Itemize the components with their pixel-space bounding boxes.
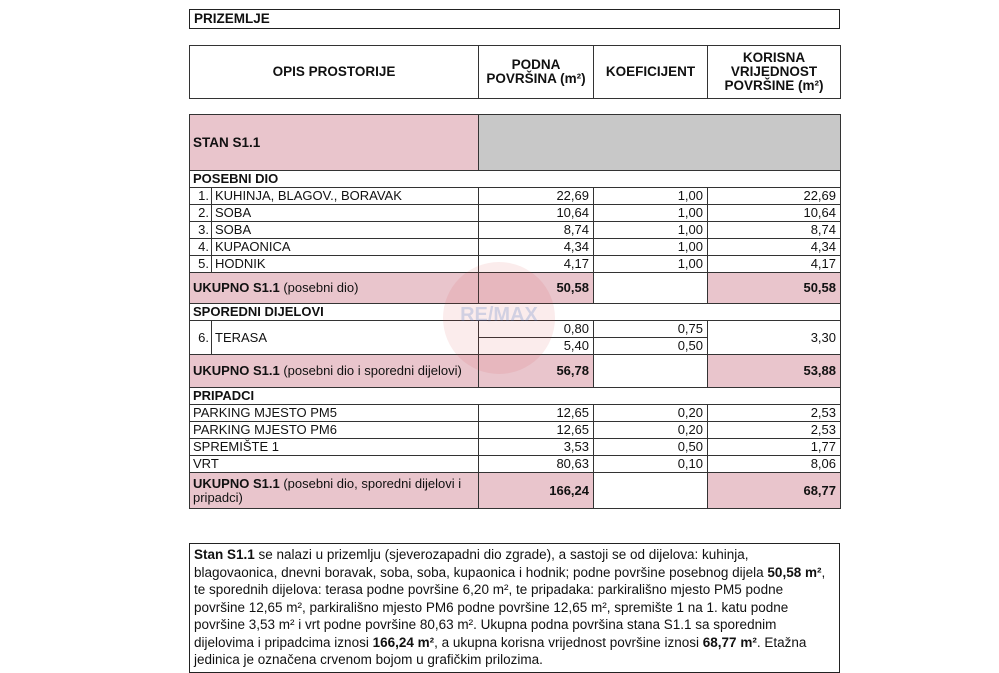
section-posebni-title: POSEBNI DIO: [190, 171, 841, 188]
room-name: HODNIK: [212, 256, 479, 273]
room-name: TERASA: [212, 321, 479, 355]
floor-title: PRIZEMLJE: [194, 11, 270, 26]
total-area: 50,58: [479, 273, 594, 304]
table-row: 5,40 0,50: [190, 338, 841, 355]
table-row: PARKING MJESTO PM6 12,65 0,20 2,53: [190, 422, 841, 439]
section-pripadci-title: PRIPADCI: [190, 388, 841, 405]
total-useful: 50,58: [708, 273, 841, 304]
area-table: [189, 114, 841, 509]
table-row: SPREMIŠTE 1 3,53 0,50 1,77: [190, 439, 841, 456]
header-useful-area: KORISNA VRIJEDNOST POVRŠINE (m²): [708, 46, 841, 99]
room-name: KUHINJA, BLAGOV., BORAVAK: [212, 188, 479, 205]
table-row: 2. SOBA 10,64 1,00 10,64: [190, 205, 841, 222]
room-name: KUPAONICA: [212, 239, 479, 256]
total-row-posebni: UKUPNO S1.1 (posebni dio) 50,58 50,58: [190, 273, 841, 304]
unit-description: Stan S1.1 se nalazi u prizemlju (sjeverozapadni dio zgrade), a sastoji se od dijelova: kuhinja, blagovaonica, dnevni boravak, soba, soba, kupaonica i hodnik; podne površine posebnog dijela 50,58 m², te sporednih dijelova: terasa podne površine 6,20 m², te pripadaka: parkirališno mjesto PM5 podne površine 12,65 m², parkirališno mjesto PM6 podne površine 12,65 m², spremište 1 na 1. katu podne površine 3,53 m² i vrt podne površine 80,63 m². Ukupna podna površina stana S1.1 sa sporednim dijelovima i pripadcima iznosi 166,24 m², a ukupna korisna vrijednost površine iznosi 68,77 m². Etažna jedinica je označena crvenom bojom u grafičkim prilozima.: [189, 543, 840, 673]
unit-grey-block: [479, 115, 841, 171]
total-row-pripadci: UKUPNO S1.1 (posebni dio, sporedni dijelovi i pripadci) 166,24 68,77: [190, 473, 841, 509]
total-useful: 53,88: [708, 355, 841, 388]
total-row-sporedni: UKUPNO S1.1 (posebni dio i sporedni dijelovi) 56,78 53,88: [190, 355, 841, 388]
floor-title-box: [189, 9, 840, 29]
header-table: [189, 45, 841, 99]
table-row: VRT 80,63 0,10 8,06: [190, 456, 841, 473]
section-sporedni-title: SPOREDNI DIJELOVI: [190, 304, 841, 321]
table-row: 1. KUHINJA, BLAGOV., BORAVAK 22,69 1,00 22,69: [190, 188, 841, 205]
table-row: 4. KUPAONICA 4,34 1,00 4,34: [190, 239, 841, 256]
total-area: 166,24: [479, 473, 594, 509]
room-name: SOBA: [212, 205, 479, 222]
table-row: PARKING MJESTO PM5 12,65 0,20 2,53: [190, 405, 841, 422]
header-description: OPIS PROSTORIJE: [190, 46, 479, 99]
unit-title: STAN S1.1: [190, 115, 479, 171]
table-row: 6. TERASA 0,80 0,75 3,30: [190, 321, 841, 338]
total-useful: 68,77: [708, 473, 841, 509]
table-row: 5. HODNIK 4,17 1,00 4,17: [190, 256, 841, 273]
total-area: 56,78: [479, 355, 594, 388]
header-coefficient: KOEFICIJENT: [594, 46, 708, 99]
remax-watermark-logo: RE/MAX: [443, 262, 555, 374]
table-row: 3. SOBA 8,74 1,00 8,74: [190, 222, 841, 239]
room-name: SOBA: [212, 222, 479, 239]
header-floor-area: PODNA POVRŠINA (m²): [479, 46, 594, 99]
